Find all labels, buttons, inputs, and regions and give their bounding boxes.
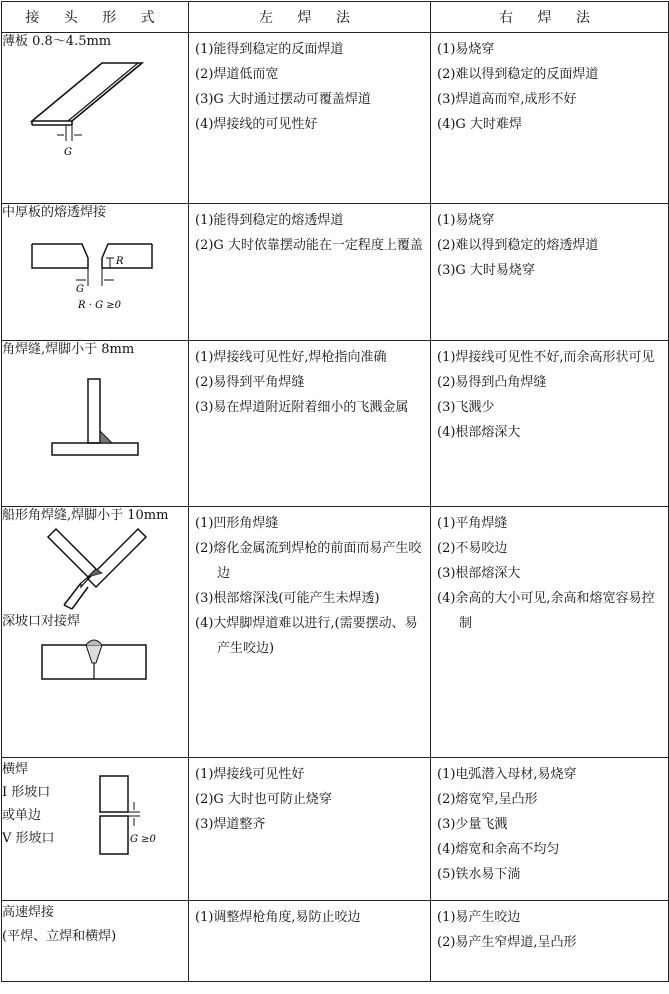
joint-title: 中厚板的熔透焊接	[2, 205, 107, 220]
list-item: (1)能得到稳定的反面焊道	[195, 42, 344, 57]
right-method-list	[431, 758, 668, 887]
gap-label: G	[76, 284, 84, 295]
right-method-cell	[431, 758, 669, 901]
right-method-list	[431, 901, 668, 955]
condition-formula: R · G ≥0	[78, 300, 121, 311]
table-row	[2, 901, 669, 982]
left-method-cell	[189, 758, 431, 901]
joint-title: 薄板 0.8～4.5mm	[2, 34, 112, 49]
right-method-cell	[431, 204, 669, 341]
left-method-cell	[189, 507, 431, 758]
weld-comparison-table	[1, 1, 669, 982]
list-item: (3)G 大时通过摆动可覆盖焊道	[195, 92, 371, 107]
table-row	[2, 341, 669, 507]
list-item: (3)飞溅少	[437, 400, 495, 415]
list-item: (1)易烧穿	[437, 42, 495, 57]
list-item: (2)易产生窄焊道,呈凸形	[437, 935, 577, 950]
table-row	[2, 33, 669, 204]
list-item: (2)易得到凸角焊缝	[437, 375, 547, 390]
right-method-cell	[431, 341, 669, 507]
joint-form-cell	[2, 507, 189, 758]
left-method-cell	[189, 204, 431, 341]
left-method-list	[189, 758, 430, 837]
list-item: (3)根部熔深浅(可能产生未焊透)	[195, 591, 380, 606]
deep-groove-sketch	[2, 631, 172, 683]
list-item: (2)焊道低而宽	[195, 67, 279, 82]
table-row	[2, 204, 669, 341]
list-item: (4)焊接线的可见性好	[195, 117, 318, 132]
list-item: (2)易得到平角焊缝	[195, 375, 305, 390]
table-row	[2, 507, 669, 758]
right-method-cell	[431, 33, 669, 204]
list-item: (3)焊道高而窄,成形不好	[437, 92, 577, 107]
joint-form-cell	[2, 204, 189, 341]
list-item: (2)难以得到稳定的反面焊道	[437, 67, 599, 82]
list-item: (2)G 大时也可防止烧穿	[195, 792, 332, 807]
list-item: (2)难以得到稳定的熔透焊道	[437, 238, 599, 253]
joint-form-cell	[2, 901, 189, 982]
header-joint-form: 接 头 形 式	[2, 2, 189, 33]
list-item: (3)易在焊道附近附着细小的飞溅金属	[195, 400, 409, 415]
list-item: (4)根部熔深大	[437, 425, 521, 440]
left-method-cell	[189, 33, 431, 204]
list-item: (1)平角焊缝	[437, 516, 508, 531]
list-item: (1)焊接线可见性好	[195, 767, 305, 782]
list-item: (1)焊接线可见性不好,而余高形状可见	[437, 350, 655, 365]
list-item: (1)电弧潜入母材,易烧穿	[437, 767, 577, 782]
thin-plate-sketch	[2, 51, 162, 161]
joint-line: I 形坡口	[2, 785, 51, 800]
horizontal-weld-labels	[2, 758, 188, 850]
boat-fillet-sketch	[2, 525, 172, 613]
fillet-weld-sketch	[2, 359, 172, 469]
list-item: (5)铁水易下淌	[437, 867, 521, 882]
list-item: (3)根部熔深大	[437, 566, 521, 581]
left-method-list	[189, 341, 430, 420]
header-right-welding: 右 焊 法	[431, 2, 669, 33]
left-method-cell	[189, 341, 431, 507]
list-item: (4)余高的大小可见,余高和熔宽容易控制	[437, 591, 655, 631]
list-item: (1)凹形角焊缝	[195, 516, 279, 531]
joint-title: 横焊	[2, 762, 29, 777]
joint-line: 或单边	[2, 808, 42, 823]
list-item: (4)G 大时难焊	[437, 117, 522, 132]
joint-form-cell	[2, 33, 189, 204]
list-item: (1)调整焊枪角度,易防止咬边	[195, 910, 361, 925]
header-left-welding: 左 焊 法	[189, 2, 431, 33]
joint-title: 船形角焊缝,焊脚小于 10mm	[2, 508, 169, 523]
left-method-list	[189, 33, 430, 137]
list-item: (2)熔宽窄,呈凸形	[437, 792, 538, 807]
list-item: (1)易产生咬边	[437, 910, 521, 925]
right-method-cell	[431, 507, 669, 758]
list-item: (1)焊接线可见性好,焊枪指向准确	[195, 350, 387, 365]
list-item: (1)易烧穿	[437, 213, 495, 228]
list-item: (1)能得到稳定的熔透焊道	[195, 213, 344, 228]
joint-form-cell	[2, 758, 189, 901]
left-method-list	[189, 507, 430, 661]
right-method-list	[431, 204, 668, 283]
gap-label: G ≥0	[130, 834, 156, 845]
list-item: (3)少量飞溅	[437, 817, 508, 832]
joint-title: 高速焊接	[2, 905, 55, 920]
list-item: (4)熔宽和余高不均匀	[437, 842, 560, 857]
list-item: (2)熔化金属流到焊枪的前面而易产生咬边	[195, 541, 422, 581]
joint-line: V 形坡口	[2, 831, 55, 846]
left-method-list	[189, 901, 430, 930]
joint-subtitle: (平焊、立焊和横焊)	[2, 929, 117, 944]
list-item: (2)不易咬边	[437, 541, 508, 556]
table-row	[2, 758, 669, 901]
left-method-cell	[189, 901, 431, 982]
right-method-cell	[431, 901, 669, 982]
medium-plate-sketch	[2, 222, 172, 312]
root-face-label: R	[116, 256, 124, 267]
right-method-list	[431, 33, 668, 137]
right-method-list	[431, 507, 668, 636]
joint-title: 角焊缝,焊脚小于 8mm	[2, 342, 135, 357]
left-method-list	[189, 204, 430, 258]
right-method-list	[431, 341, 668, 445]
list-item: (4)大焊脚焊道难以进行,(需要摆动、易产生咬边)	[195, 616, 418, 656]
list-item: (3)焊道整齐	[195, 817, 266, 832]
joint-subtitle: 深坡口对接焊	[2, 614, 81, 629]
list-item: (3)G 大时易烧穿	[437, 263, 535, 278]
header-row	[2, 2, 669, 33]
joint-form-cell	[2, 341, 189, 507]
gap-label: G	[64, 147, 72, 158]
list-item: (2)G 大时依靠摆动能在一定程度上覆盖	[195, 238, 423, 253]
